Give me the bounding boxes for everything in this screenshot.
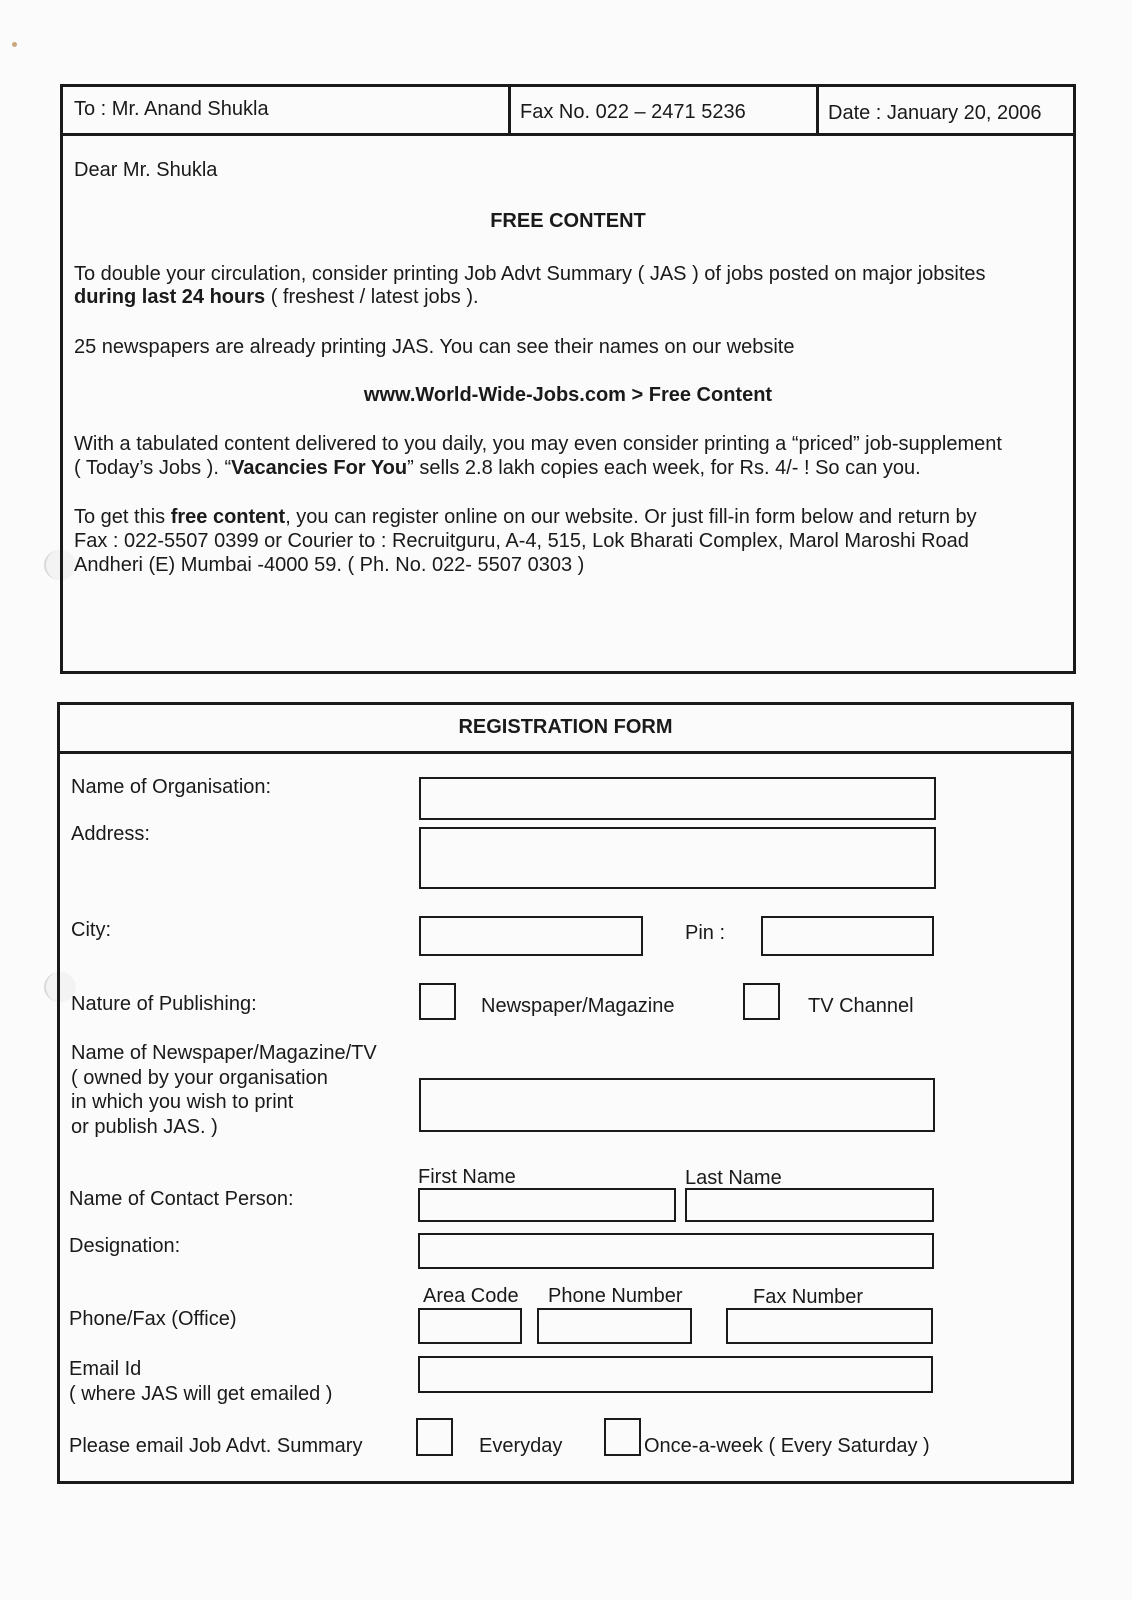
last-name-field[interactable]	[685, 1188, 934, 1222]
fax-number-field[interactable]	[726, 1308, 933, 1344]
newspaper-checkbox[interactable]	[419, 983, 456, 1020]
salutation: Dear Mr. Shukla	[74, 159, 218, 181]
area-code-field[interactable]	[418, 1308, 522, 1344]
email-label: Email Id	[69, 1358, 142, 1380]
tv-option-label: TV Channel	[808, 995, 914, 1017]
org-name-label: Name of Organisation:	[71, 776, 272, 798]
frequency-label: Please email Job Advt. Summary	[69, 1435, 363, 1457]
org-name-field[interactable]	[419, 777, 936, 820]
first-name-field[interactable]	[418, 1188, 676, 1222]
pin-label: Pin :	[685, 922, 726, 944]
last-name-caption: Last Name	[685, 1167, 782, 1189]
letter-heading: FREE CONTENT	[490, 210, 646, 232]
contact-person-label: Name of Contact Person:	[69, 1188, 294, 1210]
header-divider	[508, 84, 511, 136]
city-field[interactable]	[419, 916, 643, 956]
paragraph-2: 25 newspapers are already printing JAS. You can see their names on our website	[74, 336, 795, 358]
letter-date: Date : January 20, 2006	[828, 102, 1042, 124]
paragraph-4-line2: Fax : 022-5507 0399 or Courier to : Recruitguru, A-4, 515, Lok Bharati Complex, Marol Maroshi Road	[74, 530, 969, 552]
publication-label: Name of Newspaper/Magazine/TV	[71, 1042, 377, 1064]
publication-name-field[interactable]	[419, 1078, 935, 1132]
first-name-caption: First Name	[418, 1166, 516, 1188]
paragraph-1: To double your circulation, consider printing Job Advt Summary ( JAS ) of jobs posted on major jobsites	[74, 263, 986, 285]
phone-number-caption: Phone Number	[548, 1285, 683, 1307]
everyday-checkbox[interactable]	[416, 1418, 453, 1456]
email-field[interactable]	[418, 1356, 933, 1393]
website-link[interactable]: www.World-Wide-Jobs.com > Free Content	[363, 384, 773, 406]
email-label-note: ( where JAS will get emailed )	[69, 1383, 333, 1405]
nature-label: Nature of Publishing:	[71, 993, 257, 1015]
paragraph-4: To get this free content, you can register online on our website. Or just fill-in form below and return by	[74, 506, 977, 528]
area-code-caption: Area Code	[423, 1285, 519, 1307]
phone-fax-label: Phone/Fax (Office)	[69, 1308, 237, 1330]
designation-label: Designation:	[69, 1235, 181, 1257]
address-field[interactable]	[419, 827, 936, 889]
paragraph-3-line2: ( Today’s Jobs ). “Vacancies For You” sells 2.8 lakh copies each week, for Rs. 4/- ! So can you.	[74, 457, 921, 479]
everyday-option-label: Everyday	[479, 1435, 563, 1457]
phone-number-field[interactable]	[537, 1308, 692, 1344]
designation-field[interactable]	[418, 1233, 934, 1269]
city-label: City:	[71, 919, 111, 941]
fax-number-caption: Fax Number	[753, 1286, 864, 1308]
header-divider	[816, 84, 819, 136]
newspaper-option-label: Newspaper/Magazine	[481, 995, 675, 1017]
publication-label-note: or publish JAS. )	[71, 1116, 218, 1138]
weekly-option-label: Once-a-week ( Every Saturday )	[644, 1435, 930, 1457]
paragraph-4-line3: Andheri (E) Mumbai -4000 59. ( Ph. No. 022- 5507 0303 )	[74, 554, 585, 576]
publication-label-note: in which you wish to print	[71, 1091, 294, 1113]
tv-channel-checkbox[interactable]	[743, 983, 780, 1020]
weekly-checkbox[interactable]	[604, 1418, 641, 1456]
publication-label-note: ( owned by your organisation	[71, 1067, 328, 1089]
address-label: Address:	[71, 823, 150, 845]
pin-field[interactable]	[761, 916, 934, 956]
paragraph-1-line2: during last 24 hours ( freshest / latest jobs ).	[74, 286, 479, 308]
recipient: To : Mr. Anand Shukla	[74, 98, 269, 120]
paragraph-3: With a tabulated content delivered to you daily, you may even consider printing a “priced” job-supplement	[74, 433, 1002, 455]
form-title: REGISTRATION FORM	[458, 716, 673, 738]
paper-speck	[12, 42, 17, 47]
fax-number: Fax No. 022 – 2471 5236	[520, 101, 746, 123]
